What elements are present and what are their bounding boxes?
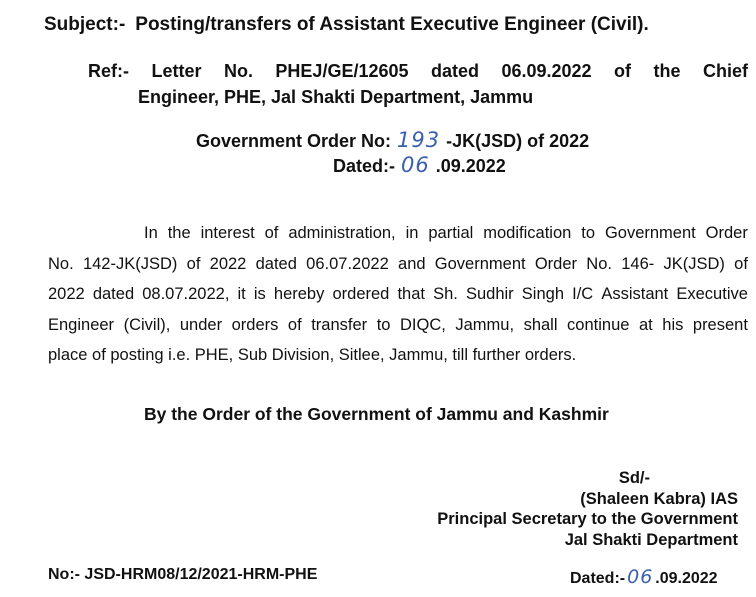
- body-word: 2022: [48, 285, 85, 303]
- body-word: 146-: [621, 254, 655, 273]
- body-word: Executive: [676, 285, 748, 303]
- body-word: 08.07.2022,: [142, 285, 230, 303]
- signatory-department: Jal Shakti Department: [564, 530, 738, 549]
- body-line: [48, 310, 748, 341]
- body-word: modification: [483, 224, 572, 242]
- body-word: 142-JK(JSD): [82, 254, 178, 273]
- reference-word: PHEJ/GE/12605: [275, 61, 409, 81]
- body-word: the: [167, 224, 191, 242]
- body-word: No.: [48, 254, 74, 273]
- handwritten-footer-day: 06: [627, 566, 654, 588]
- order-suffix: -JK(JSD) of 2022: [446, 131, 590, 151]
- body-word: it: [237, 285, 246, 303]
- body-word: Sudhir: [465, 285, 514, 303]
- body-word: Order: [705, 224, 748, 242]
- body-word: of: [734, 254, 748, 273]
- handwritten-date-day: 06: [401, 153, 430, 177]
- signatory-name: (Shaleen Kabra) IAS: [580, 489, 738, 508]
- body-word: 2022: [209, 254, 247, 273]
- body-word: Sh.: [433, 285, 458, 303]
- body-word: No.: [586, 254, 612, 273]
- footer-reference-number: No:- JSD-HRM08/12/2021-HRM-PHE: [48, 566, 318, 583]
- body-word: Jammu,: [455, 315, 515, 334]
- body-line: [48, 279, 748, 310]
- body-line: place of posting i.e. PHE, Sub Division, Sitlee, Jammu, till further orders.: [48, 346, 577, 364]
- body-word: Engineer: [48, 315, 115, 334]
- signature-sd: Sd/-: [618, 469, 650, 487]
- body-word: under: [179, 315, 223, 334]
- body-word: and: [398, 254, 426, 273]
- reference-label: Ref:-: [88, 61, 129, 81]
- body-word: administration,: [288, 224, 396, 242]
- body-word: Assistant: [601, 285, 669, 303]
- body-word: in: [405, 224, 419, 242]
- body-word: I/C: [572, 285, 594, 303]
- signature-block: [437, 468, 738, 550]
- body-word: shall: [523, 315, 558, 334]
- body-word: hereby: [273, 285, 325, 303]
- body-word: partial: [428, 224, 474, 242]
- order-body-paragraph: [48, 218, 748, 371]
- reference-word: dated: [430, 61, 479, 81]
- body-word: interest: [200, 224, 255, 242]
- body-word: dated: [92, 285, 135, 303]
- body-word: Singh: [521, 285, 564, 303]
- body-word: that: [397, 285, 425, 303]
- body-word: ordered: [332, 285, 390, 303]
- body-word: of: [186, 254, 201, 273]
- reference-word: Chief: [702, 61, 748, 81]
- by-order-line: By the Order of the Government of Jammu and Kashmir: [144, 404, 609, 424]
- body-word: 06.07.2022: [306, 254, 389, 273]
- reference-line-1: [88, 61, 748, 82]
- dated-prefix: Dated:-: [333, 156, 395, 176]
- body-word: to: [376, 315, 391, 334]
- handwritten-order-number: 193: [397, 128, 441, 152]
- body-word: dated: [255, 254, 297, 273]
- body-word: Order: [534, 254, 578, 273]
- subject-text: Posting/transfers of Assistant Executive Engineer (Civil).: [135, 14, 649, 35]
- footer-dated-prefix: Dated:-: [570, 570, 626, 587]
- body-word: of: [287, 315, 302, 334]
- body-word: at: [638, 315, 653, 334]
- body-word: DIQC,: [399, 315, 446, 334]
- subject-line: [44, 14, 649, 36]
- order-prefix: Government Order No:: [196, 131, 392, 151]
- reference-word: the: [653, 61, 681, 81]
- body-line: [48, 218, 748, 249]
- body-word: of: [264, 224, 279, 242]
- body-word: Government: [604, 224, 696, 242]
- subject-label: Subject:-: [44, 14, 126, 35]
- reference-word: No.: [223, 61, 253, 81]
- body-word: In: [144, 224, 158, 242]
- body-word: transfer: [311, 315, 368, 334]
- reference-word: 06.09.2022: [501, 61, 592, 81]
- body-word: his: [662, 315, 684, 334]
- body-word: Government: [434, 254, 526, 273]
- body-line: [48, 249, 748, 280]
- body-word: to: [581, 224, 595, 242]
- government-order-date: [333, 153, 506, 177]
- body-word: present: [692, 315, 748, 334]
- footer-date: [570, 566, 718, 588]
- body-word: orders: [231, 315, 279, 334]
- reference-line-2: Engineer, PHE, Jal Shakti Department, Jammu: [138, 87, 534, 107]
- body-word: JK(JSD): [663, 254, 725, 273]
- body-word: (Civil),: [123, 315, 171, 334]
- body-word: is: [253, 285, 266, 303]
- body-word: continue: [567, 315, 630, 334]
- reference-word: of: [614, 61, 632, 81]
- government-order-number: [196, 128, 589, 152]
- dated-suffix: .09.2022: [435, 156, 506, 176]
- reference-word: Letter: [151, 61, 202, 81]
- footer-dated-suffix: .09.2022: [655, 570, 718, 587]
- signatory-designation: Principal Secretary to the Government: [437, 510, 738, 528]
